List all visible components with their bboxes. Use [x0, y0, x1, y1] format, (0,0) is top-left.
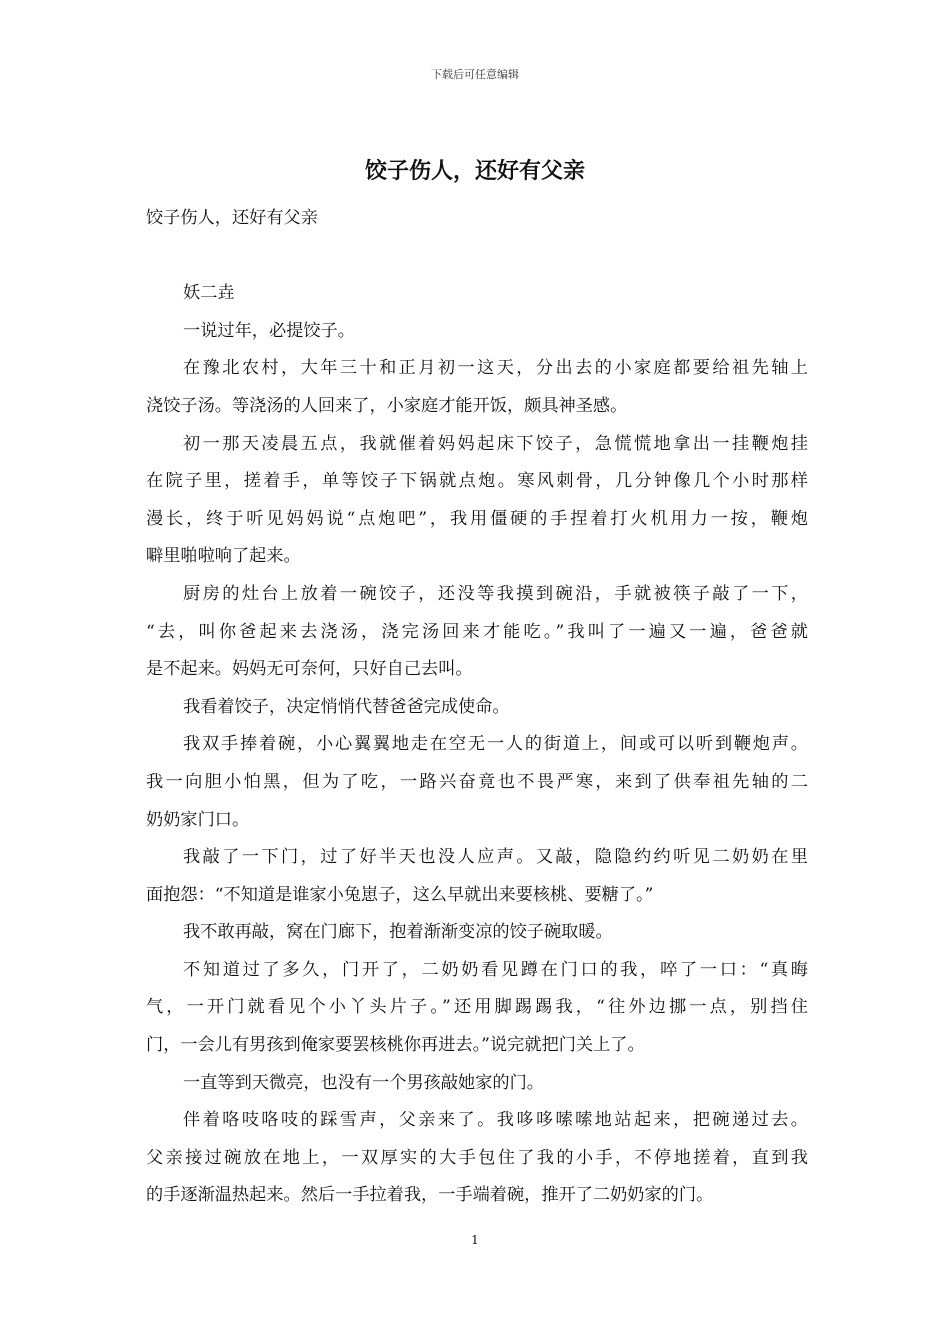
blank-line [146, 238, 808, 276]
text-line: 面抱怨：“不知道是谁家小兔崽子，这么早就出来要核桃、要糖了。” [146, 884, 654, 905]
page-header-note: 下载后可任意编辑 [431, 68, 519, 81]
text-line: 漫长，终于听见妈妈说“点炮吧”，我用僵硬的手捏着打火机用力一按，鞭炮 [146, 508, 808, 529]
text-line: 父亲接过碗放在地上，一双厚实的大手包住了我的小手，不停地搓着，直到我 [146, 1147, 808, 1168]
text-line: 妖二垚 [183, 283, 235, 304]
document-body [146, 200, 808, 1215]
text-line: 我看着饺子，决定悄悄代替爸爸完成使命。 [183, 696, 510, 717]
text-line: 门，一会儿有男孩到俺家要罢核桃你再进去。”说完就把门关上了。 [146, 1035, 645, 1056]
text-line: 我不敢再敲，窝在门廊下，抱着渐渐变凉的饺子碗取暖。 [183, 922, 613, 943]
text-line: 在豫北农村，大年三十和正月初一这天，分出去的小家庭都要给祖先轴上 [183, 358, 808, 379]
page-number: 1 [471, 1233, 479, 1247]
document-title: 饺子伤人，还好有父亲 [364, 158, 585, 184]
text-line: 气，一开门就看见个小丫头片子。”还用脚踢踢我，“往外边挪一点，别挡住 [146, 997, 808, 1018]
text-line: 在院子里，搓着手，单等饺子下锅就点炮。寒风刺骨，几分钟像几个小时那样 [146, 471, 808, 492]
text-line: 饺子伤人，还好有父亲 [146, 208, 318, 228]
text-line: 的手逐渐温热起来。然后一手拉着我，一手端着碗，推开了二奶奶家的门。 [146, 1185, 714, 1206]
text-line: 一直等到天微亮，也没有一个男孩敲她家的门。 [183, 1072, 544, 1093]
text-line: 我双手捧着碗，小心翼翼地走在空无一人的街道上，间或可以听到鞭炮声。 [183, 734, 808, 755]
text-line: 我一向胆小怕黑，但为了吃，一路兴奋竟也不畏严寒，来到了供奉祖先轴的二 [146, 771, 808, 792]
text-line: 噼里啪啦响了起来。 [146, 546, 301, 567]
text-line: 伴着咯吱咯吱的踩雪声，父亲来了。我哆哆嗦嗦地站起来，把碗递过去。 [183, 1110, 808, 1131]
text-line: 厨房的灶台上放着一碗饺子，还没等我摸到碗沿，手就被筷子敲了一下， [183, 583, 808, 604]
text-line: 不知道过了多久，门开了，二奶奶看见蹲在门口的我，啐了一口：“真晦 [183, 959, 808, 980]
text-line: 我敲了一下门，过了好半天也没人应声。又敲，隐隐约约听见二奶奶在里 [183, 847, 808, 868]
text-line: 是不起来。妈妈无可奈何，只好自己去叫。 [146, 659, 473, 680]
text-line: 一说过年，必提饺子。 [183, 320, 355, 341]
text-line: 初一那天凌晨五点，我就催着妈妈起床下饺子，急慌慌地拿出一挂鞭炮挂 [183, 433, 808, 454]
text-line: 奶奶家门口。 [146, 809, 250, 830]
text-line: 浇饺子汤。等浇汤的人回来了，小家庭才能开饭，颇具神圣感。 [146, 395, 628, 416]
text-line: “去，叫你爸起来去浇汤，浇完汤回来才能吃。”我叫了一遍又一遍，爸爸就 [146, 621, 808, 642]
